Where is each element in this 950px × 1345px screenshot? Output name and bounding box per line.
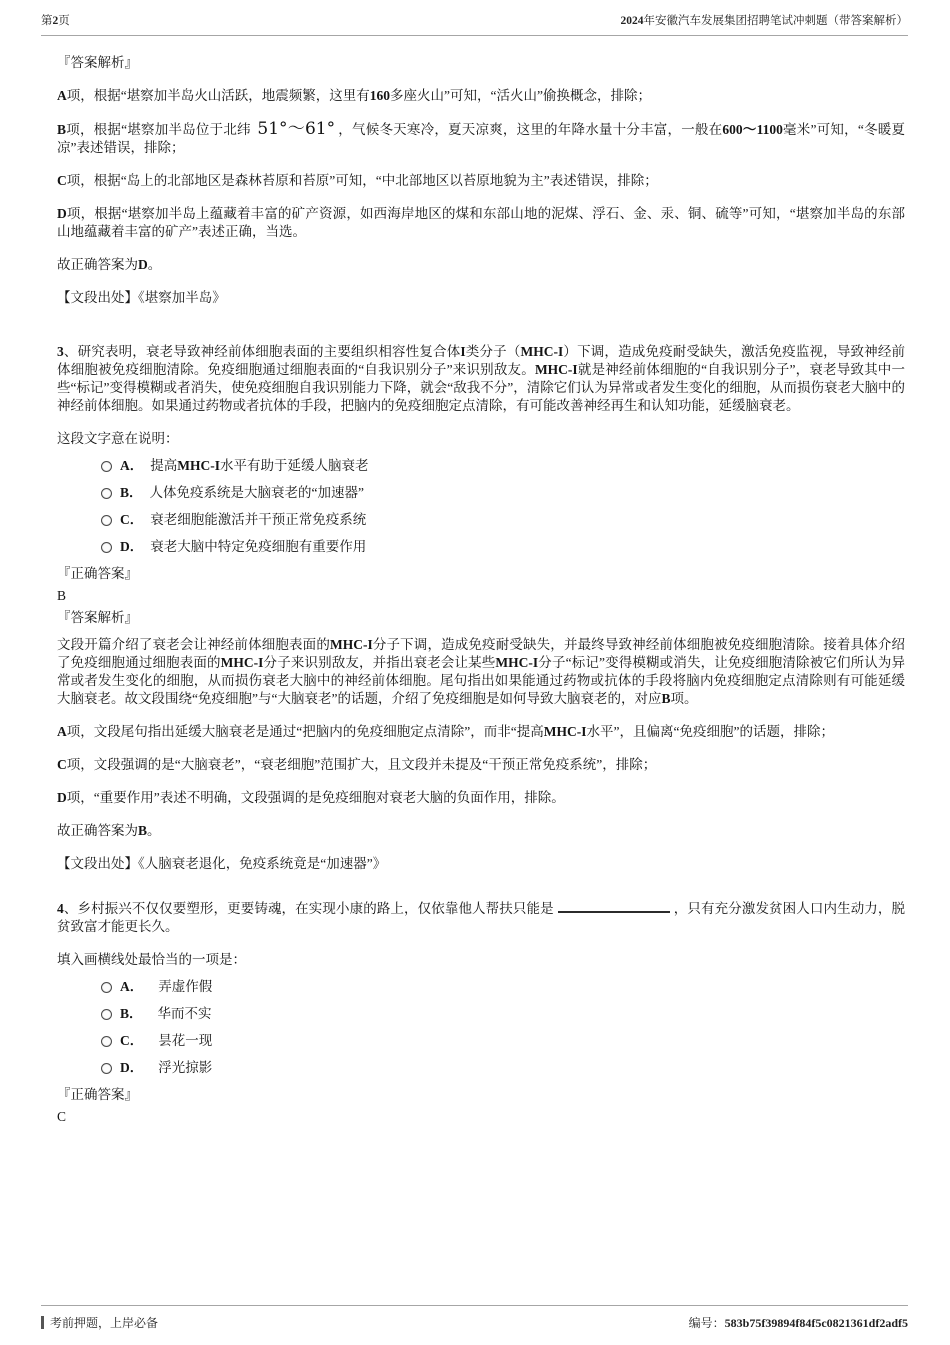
q3-item-d: D项，“重要作用”表述不明确，文段强调的是免疫细胞对衰老大脑的负面作用，排除。 <box>57 790 565 805</box>
q4-stem <box>57 899 905 936</box>
q2-item-b-pre: B项，根据“堪察加半岛位于北纬 <box>57 122 255 137</box>
q3-item-c: C项，文段强调的是“大脑衰老”，“衰老细胞”范围扩大，且文段并未提及“干预正常免疫系统”，排除； <box>57 757 657 772</box>
footer-slogan-wrap <box>41 1314 158 1331</box>
q3-item-a: A项，文段尾句指出延缓大脑衰老是通过“把脑内的免疫细胞定点清除”，而非“提高MHC-I水平”，且偏离“免疫细胞”的话题，排除； <box>57 724 834 739</box>
option-text: 提高MHC-I水平有助于延缓人脑衰老 <box>150 458 369 473</box>
q3-options <box>57 457 905 556</box>
footer-code: 583b75f39894f84f5c0821361df2adf5 <box>724 1316 908 1330</box>
option-text: 华而不实 <box>157 1006 212 1021</box>
option-text: 弄虚作假 <box>158 979 213 994</box>
q3-option-a[interactable] <box>57 457 905 475</box>
option-letter: D． <box>120 1060 144 1075</box>
radio-icon[interactable] <box>101 488 112 499</box>
q4-stem-post: ，只有充分激发贫困人口内生动力，脱贫致富才能更长久。 <box>57 901 906 934</box>
option-text: 昙花一现 <box>158 1033 213 1048</box>
q3-source: 【文段出处】《人脑衰老退化，免疫系统竟是“加速器”》 <box>57 856 387 871</box>
blank-underline <box>558 899 670 913</box>
radio-icon[interactable] <box>101 542 112 553</box>
radio-icon[interactable] <box>101 515 112 526</box>
footer-code-label: 编号： <box>688 1316 725 1330</box>
option-letter: D． <box>120 539 144 554</box>
q2-conclusion: 故正确答案为D。 <box>57 257 162 272</box>
option-letter: A． <box>120 979 144 994</box>
document-body <box>57 48 905 1126</box>
q4-option-c[interactable] <box>57 1032 905 1050</box>
q2-item-d: D项，根据“堪察加半岛上蕴藏着丰富的矿产资源，如西海岸地区的煤和东部山地的泥煤、浮石、金、汞、铜、硫等”可知，“堪察加半岛的东部山地蕴藏着丰富的矿产”表述正确，当选。 <box>57 206 905 239</box>
q2-item-c: C项，根据“岛上的北部地区是森林苔原和苔原”可知，“中北部地区以苔原地貌为主”表述错误，排除； <box>57 173 658 188</box>
radio-icon[interactable] <box>101 1036 112 1047</box>
option-letter: C． <box>120 512 144 527</box>
q3-analysis-main: 文段开篇介绍了衰老会让神经前体细胞表面的MHC-I分子下调，造成免疫耐受缺失，并最终导致神经前体细胞被免疫细胞清除。接着具体介绍了免疫细胞通过细胞表面的MHC-I分子来识别敌友，并指出衰老会让某些MHC-I分子“标记”变得模糊或消失，让免疫细胞清除被它们所认为异常或者发生变化的细胞，从而损伤衰老大脑中的神经前体细胞。尾句指出如果能通过药物或抗体的手段将脑内免疫细胞定点清除则有可能延缓大脑衰老。故文段围绕“免疫细胞”与“大脑衰老”的话题，介绍了免疫细胞是如何导致大脑衰老的，对应B项。 <box>57 637 906 706</box>
q2-item-b-post: ，气候冬天寒冷，夏天凉爽，这里的年降水量十分丰富，一般在600～1100毫米”可知，“冬暖夏凉”表述错误，排除； <box>57 122 906 155</box>
page-footer <box>41 1305 908 1331</box>
q3-answer: B <box>57 588 67 603</box>
footer-marker-icon <box>41 1316 44 1329</box>
q3-analysis-header: 『答案解析』 <box>57 610 138 625</box>
q3-stem: 3、研究表明，衰老导致神经前体细胞表面的主要组织相容性复合体I类分子（MHC-I）下调，造成免疫耐受缺失，激活免疫监视，导致神经前体细胞被免疫细胞清除。免疫细胞通过细胞表面的“自我识别分子”来识别敌友。MHC-I就是神经前体细胞的“自我识别分子”，衰老导致其中一些“标记”变得模糊或者消失，使免疫细胞自我识别能力下降，就会“敌我不分”，清除它们认为异常或者发生变化的细胞，从而损伤衰老大脑中的神经前体细胞。如果通过药物或者抗体的手段，把脑内的免疫细胞定点清除，有可能改善神经再生和认知功能，延缓脑衰老。 <box>57 344 906 413</box>
radio-icon[interactable] <box>101 982 112 993</box>
q2-analysis-header: 『答案解析』 <box>57 55 138 70</box>
q4-option-b[interactable] <box>57 1005 905 1023</box>
q3-option-c[interactable] <box>57 511 905 529</box>
q3-option-b[interactable] <box>57 484 905 502</box>
option-letter: A． <box>120 458 144 473</box>
q4-prompt: 填入画横线处最恰当的一项是： <box>57 952 246 967</box>
radio-icon[interactable] <box>101 1063 112 1074</box>
footer-slogan: 考前押题，上岸必备 <box>50 1316 159 1330</box>
q3-prompt: 这段文字意在说明： <box>57 431 179 446</box>
q4-option-a[interactable] <box>57 978 905 996</box>
q4-options <box>57 978 905 1077</box>
q4-answer: C <box>57 1109 67 1124</box>
q2-source: 【文段出处】《堪察加半岛》 <box>57 290 226 305</box>
q4-stem-pre: 4、乡村振兴不仅仅要塑形，更要铸魂，在实现小康的路上，仅依靠他人帮扶只能是 <box>57 901 554 916</box>
option-letter: B． <box>120 1006 143 1021</box>
footer-code-wrap <box>689 1314 908 1331</box>
option-letter: C． <box>120 1033 144 1048</box>
q3-answer-header: 『正确答案』 <box>57 566 138 581</box>
q4-answer-header: 『正确答案』 <box>57 1087 138 1102</box>
q3-option-d[interactable] <box>57 538 905 556</box>
option-text: 人体免疫系统是大脑衰老的“加速器” <box>149 485 364 500</box>
q2-item-b <box>57 120 905 157</box>
q3-conclusion: 故正确答案为B。 <box>57 823 161 838</box>
document-title: 2024年安徽汽车发展集团招聘笔试冲刺题（带答案解析） <box>620 15 908 27</box>
radio-icon[interactable] <box>101 461 112 472</box>
option-text: 衰老大脑中特定免疫细胞有重要作用 <box>150 539 367 554</box>
option-text: 衰老细胞能激活并干预正常免疫系统 <box>150 512 367 527</box>
option-text: 浮光掠影 <box>158 1060 213 1075</box>
radio-icon[interactable] <box>101 1009 112 1020</box>
q2-item-a: A项，根据“堪察加半岛火山活跃，地震频繁，这里有160多座火山”可知，“活火山”偷换概念，排除； <box>57 88 651 103</box>
latitude-formula: 51°～61° <box>257 119 336 139</box>
page-number: 第2页 <box>41 15 70 27</box>
option-letter: B． <box>120 485 143 500</box>
page-header <box>41 12 908 36</box>
q4-option-d[interactable] <box>57 1059 905 1077</box>
